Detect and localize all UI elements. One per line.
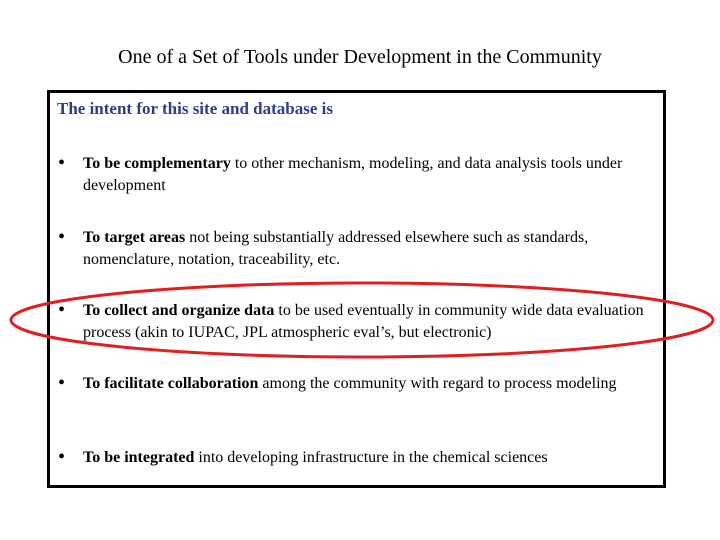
item-rest: to be used eventually in community wide data evaluation process (akin to IUPAC, JPL atmospheric eval’s, but electronic) bbox=[83, 302, 644, 341]
bullet-icon: • bbox=[58, 226, 66, 248]
item-rest: among the community with regard to process modeling bbox=[258, 375, 617, 392]
list-item bbox=[83, 447, 663, 469]
item-rest: into developing infrastructure in the chemical sciences bbox=[194, 449, 548, 466]
list-item bbox=[83, 373, 663, 395]
item-lead: To facilitate collaboration bbox=[83, 375, 259, 392]
list-item bbox=[83, 227, 663, 271]
bullet-icon: • bbox=[58, 446, 66, 468]
item-lead: To collect and organize data bbox=[83, 302, 275, 319]
bullet-icon: • bbox=[58, 372, 66, 394]
item-lead: To be complementary bbox=[83, 155, 231, 172]
item-rest: to other mechanism, modeling, and data analysis tools under development bbox=[83, 155, 623, 194]
item-lead: To be integrated bbox=[83, 449, 195, 466]
item-lead: To target areas bbox=[83, 229, 186, 246]
bullet-icon: • bbox=[58, 299, 66, 321]
item-rest: not being substantially addressed elsewhere such as standards, nomenclature, notation, traceability, etc. bbox=[83, 229, 589, 268]
list-item bbox=[83, 153, 663, 197]
list-item bbox=[83, 300, 663, 344]
slide-title: One of a Set of Tools under Development in the Community bbox=[118, 46, 602, 68]
content-box bbox=[47, 90, 666, 488]
bullet-icon: • bbox=[58, 152, 66, 174]
intro-text: The intent for this site and database is bbox=[57, 99, 333, 118]
